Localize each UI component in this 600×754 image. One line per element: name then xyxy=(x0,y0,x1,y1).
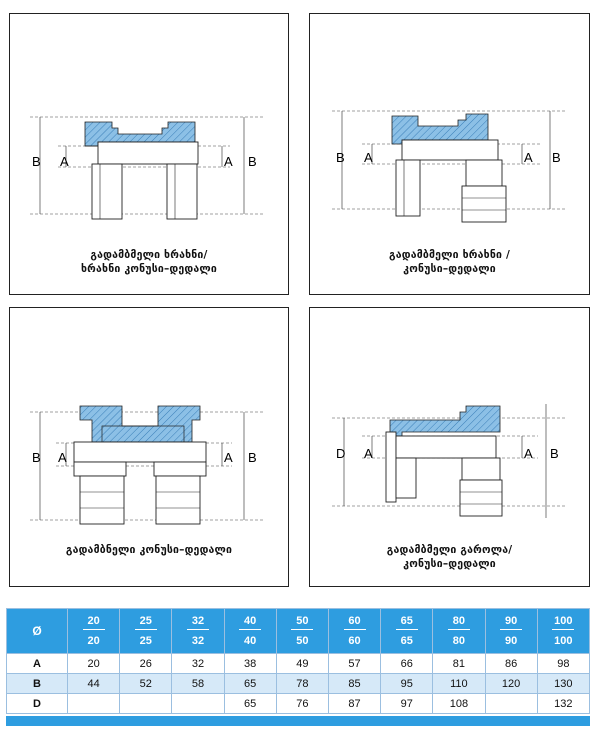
table-cell xyxy=(172,694,224,714)
row-label: A xyxy=(7,654,68,674)
table-cell: 52 xyxy=(120,674,172,694)
table-cell xyxy=(120,694,172,714)
table-row xyxy=(7,654,590,674)
panel-caption: გადამბმელი ხრახნი/ ხრახნი კონუსი–დედალი xyxy=(81,249,217,275)
table-cell: 85 xyxy=(328,674,380,694)
fitting-drawing-1 xyxy=(10,14,290,244)
table-cell: 87 xyxy=(328,694,380,714)
dim-label-right-inner: A xyxy=(524,446,533,461)
row-label: B xyxy=(7,674,68,694)
fitting-drawing-2 xyxy=(310,14,591,244)
table-cell: 32 xyxy=(172,654,224,674)
panel-caption: გადამბნელი კონუსი–დედალი xyxy=(65,544,233,556)
table-cell: 38 xyxy=(224,654,276,674)
size-header: 25 25 xyxy=(120,609,172,654)
table-row xyxy=(7,694,590,714)
table-cell: 76 xyxy=(276,694,328,714)
size-header: 60 60 xyxy=(328,609,380,654)
dim-label-left-outer: B xyxy=(32,450,41,465)
dim-label-right-outer: B xyxy=(552,150,561,165)
fitting-drawing-4 xyxy=(310,308,591,538)
dim-label-left-inner: A xyxy=(364,446,373,461)
panel-caption: გადამბმელი გაროლა/ კონუსი–დედალი xyxy=(386,544,513,570)
table-cell: 58 xyxy=(172,674,224,694)
table-cell: 108 xyxy=(433,694,485,714)
table-cell: 44 xyxy=(68,674,120,694)
table-cell: 110 xyxy=(433,674,485,694)
size-header: 90 90 xyxy=(485,609,537,654)
dim-label-left-outer: B xyxy=(32,154,41,169)
table-cell: 97 xyxy=(381,694,433,714)
diameter-symbol: Ø xyxy=(7,609,68,654)
table-cell xyxy=(68,694,120,714)
dim-label-left-inner: A xyxy=(58,450,67,465)
table-row xyxy=(7,674,590,694)
table-cell xyxy=(485,694,537,714)
table-cell: 95 xyxy=(381,674,433,694)
table-cell: 132 xyxy=(537,694,589,714)
dim-label-left-outer: D xyxy=(336,446,346,461)
table-cell: 120 xyxy=(485,674,537,694)
dim-label-left-inner: A xyxy=(364,150,373,165)
dim-label-right-outer: B xyxy=(248,154,257,169)
diagram-panel-2 xyxy=(309,13,590,295)
diagram-panel-1 xyxy=(9,13,289,295)
size-header: 65 65 xyxy=(381,609,433,654)
dim-label-right-outer: B xyxy=(550,446,559,461)
size-header: 40 40 xyxy=(224,609,276,654)
table-cell: 66 xyxy=(381,654,433,674)
size-header: 20 20 xyxy=(68,609,120,654)
size-header: 80 80 xyxy=(433,609,485,654)
size-header: 100 100 xyxy=(537,609,589,654)
fitting-drawing-3 xyxy=(10,308,290,538)
table-cell: 26 xyxy=(120,654,172,674)
dim-label-left-outer: B xyxy=(336,150,345,165)
table-header-row xyxy=(7,609,590,654)
table-cell: 57 xyxy=(328,654,380,674)
row-label: D xyxy=(7,694,68,714)
dimension-table xyxy=(6,608,590,714)
size-header: 50 50 xyxy=(276,609,328,654)
diagram-panel-3 xyxy=(9,307,289,587)
table-cell: 20 xyxy=(68,654,120,674)
table-cell: 78 xyxy=(276,674,328,694)
table-cell: 49 xyxy=(276,654,328,674)
table-cell: 130 xyxy=(537,674,589,694)
dim-label-right-inner: A xyxy=(224,154,233,169)
diagram-panel-4 xyxy=(309,307,590,587)
table-cell: 81 xyxy=(433,654,485,674)
dim-label-left-inner: A xyxy=(60,154,69,169)
table-footer-bar xyxy=(6,716,590,726)
table-cell: 65 xyxy=(224,694,276,714)
table-cell: 86 xyxy=(485,654,537,674)
table-cell: 98 xyxy=(537,654,589,674)
dim-label-right-inner: A xyxy=(524,150,533,165)
dim-label-right-outer: B xyxy=(248,450,257,465)
dim-label-right-inner: A xyxy=(224,450,233,465)
table-cell: 65 xyxy=(224,674,276,694)
size-header: 32 32 xyxy=(172,609,224,654)
panel-caption: გადამბმელი ხრახნი / კონუსი–დედალი xyxy=(388,249,511,275)
